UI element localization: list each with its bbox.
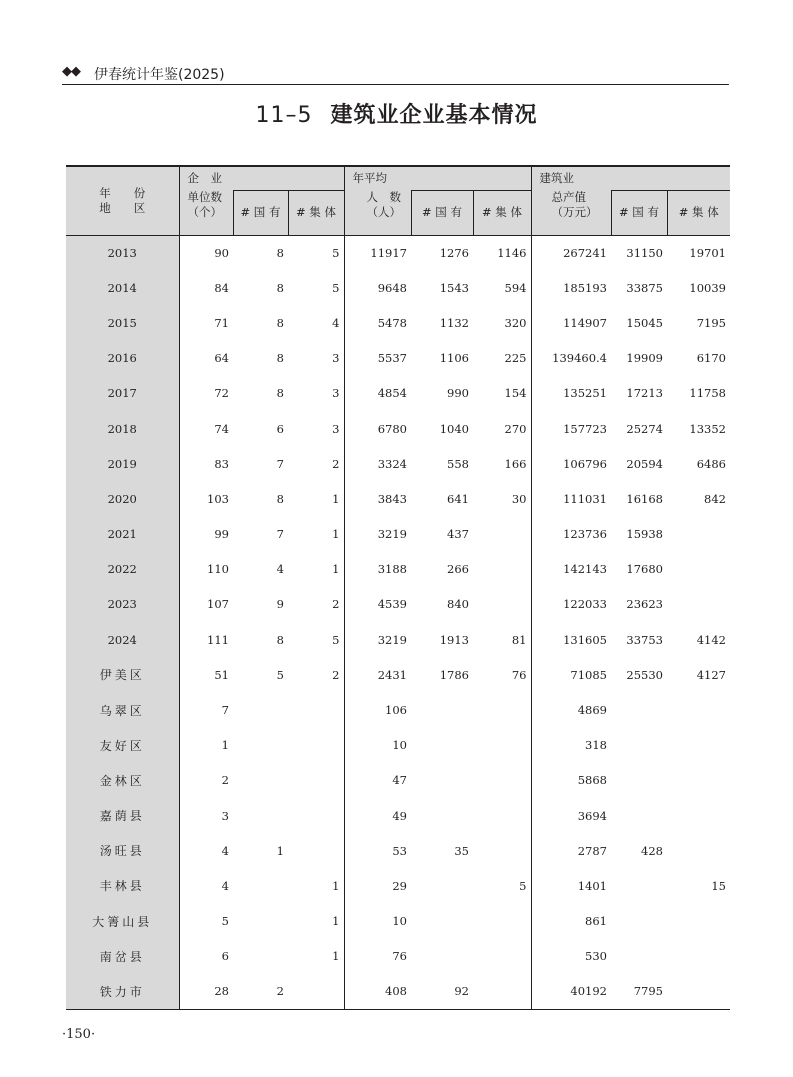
table-cell bbox=[473, 552, 531, 587]
table-cell: 10 bbox=[392, 914, 407, 929]
workers-header-unit: （人） bbox=[366, 205, 401, 219]
table-cell: 4869 bbox=[577, 703, 607, 718]
table-cell: 35 bbox=[454, 843, 469, 858]
table-cell: 320 bbox=[473, 305, 531, 340]
table-cell bbox=[411, 763, 473, 798]
row-label: 2018 bbox=[66, 411, 179, 446]
diamond-icon: ◆◆ bbox=[62, 64, 80, 79]
table-cell bbox=[667, 833, 730, 868]
table-row bbox=[66, 692, 730, 727]
construction-enterprises-table bbox=[66, 165, 730, 1010]
table-cell bbox=[233, 692, 288, 727]
table-cell bbox=[411, 904, 473, 939]
table-cell: 2 bbox=[288, 446, 344, 481]
table-cell: 11758 bbox=[689, 386, 726, 401]
table-cell: 114907 bbox=[563, 315, 607, 330]
table-cell bbox=[667, 728, 730, 763]
table-cell: 47 bbox=[392, 773, 407, 788]
output-group-header bbox=[611, 166, 730, 190]
table-cell bbox=[473, 798, 531, 833]
workers-collective-header: # 集 体 bbox=[473, 190, 531, 235]
table-cell: 76 bbox=[392, 949, 407, 964]
table-cell: 5 bbox=[288, 270, 344, 305]
table-cell: 8 bbox=[276, 351, 284, 366]
stub-header-region: 地 区 bbox=[99, 200, 146, 215]
table-cell: 166 bbox=[473, 446, 531, 481]
row-label: 汤旺县 bbox=[66, 833, 179, 868]
table-cell: 270 bbox=[473, 411, 531, 446]
table-cell bbox=[411, 728, 473, 763]
table-cell: 7 bbox=[276, 527, 284, 542]
table-cell: 1 bbox=[288, 481, 344, 516]
table-cell bbox=[288, 763, 344, 798]
workers-header-line1: 年平均 bbox=[344, 166, 411, 190]
table-row bbox=[66, 517, 730, 552]
row-label: 2013 bbox=[66, 235, 179, 270]
table-row bbox=[66, 305, 730, 340]
table-cell: 2 bbox=[233, 974, 288, 1009]
table-cell: 10 bbox=[392, 738, 407, 753]
table-cell bbox=[288, 728, 344, 763]
stub-header bbox=[66, 166, 179, 235]
table-cell: 31150 bbox=[626, 245, 663, 260]
table-cell: 84 bbox=[214, 280, 229, 295]
enterprises-group-header bbox=[233, 166, 344, 190]
row-label: 2017 bbox=[66, 376, 179, 411]
table-cell: 106 bbox=[385, 703, 407, 718]
table-row bbox=[66, 552, 730, 587]
table-cell bbox=[667, 517, 730, 552]
table-cell: 1 bbox=[221, 738, 229, 753]
row-label: 友好区 bbox=[66, 728, 179, 763]
table-cell: 33753 bbox=[626, 632, 663, 647]
row-label: 2021 bbox=[66, 517, 179, 552]
table-cell: 594 bbox=[473, 270, 531, 305]
table-cell: 25274 bbox=[626, 421, 663, 436]
table-row bbox=[66, 481, 730, 516]
table-cell: 5 bbox=[288, 622, 344, 657]
table-cell: 64 bbox=[214, 351, 229, 366]
table-cell: 17213 bbox=[626, 386, 663, 401]
table-row bbox=[66, 868, 730, 903]
table-cell bbox=[667, 939, 730, 974]
table-number: 11–5 bbox=[255, 103, 313, 128]
table-cell: 842 bbox=[704, 491, 726, 506]
table-row bbox=[66, 235, 730, 270]
table-cell: 1543 bbox=[439, 280, 469, 295]
table-cell bbox=[411, 939, 473, 974]
table-title: 建筑业企业基本情况 bbox=[330, 103, 538, 128]
table-cell: 558 bbox=[447, 456, 469, 471]
row-label: 2024 bbox=[66, 622, 179, 657]
table-cell: 1276 bbox=[439, 245, 469, 260]
table-cell bbox=[667, 974, 730, 1009]
table-cell bbox=[667, 798, 730, 833]
table-cell: 107 bbox=[207, 597, 229, 612]
table-cell: 1146 bbox=[473, 235, 531, 270]
table-cell: 76 bbox=[473, 657, 531, 692]
table-row bbox=[66, 446, 730, 481]
table-cell: 7795 bbox=[611, 974, 667, 1009]
table-cell: 111 bbox=[207, 632, 229, 647]
table-row bbox=[66, 833, 730, 868]
table-cell: 5868 bbox=[577, 773, 607, 788]
table-cell: 15045 bbox=[626, 315, 663, 330]
table-cell: 1 bbox=[276, 843, 284, 858]
table-cell: 71085 bbox=[570, 667, 607, 682]
table-cell: 28 bbox=[179, 974, 233, 1009]
table-cell: 19701 bbox=[689, 245, 726, 260]
table-cell: 106796 bbox=[563, 456, 607, 471]
table-cell bbox=[611, 939, 667, 974]
table-cell: 7 bbox=[221, 703, 229, 718]
table-cell: 3 bbox=[288, 411, 344, 446]
table-row bbox=[66, 904, 730, 939]
table-cell bbox=[473, 517, 531, 552]
table-cell bbox=[473, 939, 531, 974]
row-label: 2014 bbox=[66, 270, 179, 305]
table-cell bbox=[288, 833, 344, 868]
table-cell: 1132 bbox=[439, 315, 469, 330]
table-cell: 131605 bbox=[563, 632, 607, 647]
workers-group-header bbox=[411, 166, 531, 190]
row-label: 大箐山县 bbox=[66, 904, 179, 939]
table-cell: 5 bbox=[221, 914, 229, 929]
output-header-line2: 总产值 bbox=[551, 190, 586, 204]
workers-state-owned-header: # 国 有 bbox=[411, 190, 473, 235]
table-cell: 8 bbox=[276, 315, 284, 330]
enterprises-state-owned-header: # 国 有 bbox=[233, 190, 288, 235]
enterprises-header-line2: 单位数 bbox=[187, 190, 222, 204]
table-row bbox=[66, 622, 730, 657]
table-row bbox=[66, 270, 730, 305]
table-body bbox=[66, 235, 730, 1009]
table-cell: 3219 bbox=[377, 632, 407, 647]
table-cell: 990 bbox=[447, 386, 469, 401]
table-cell bbox=[473, 587, 531, 622]
table-cell bbox=[233, 798, 288, 833]
workers-header-line2: 人 数 bbox=[366, 190, 401, 204]
output-collective-header: # 集 体 bbox=[667, 190, 730, 235]
running-header bbox=[62, 62, 729, 85]
table-cell: 92 bbox=[411, 974, 473, 1009]
table-cell: 81 bbox=[473, 622, 531, 657]
table-cell: 3324 bbox=[377, 456, 407, 471]
table-cell: 4142 bbox=[696, 632, 726, 647]
table-cell: 111031 bbox=[563, 491, 607, 506]
table-cell bbox=[667, 552, 730, 587]
row-label: 金林区 bbox=[66, 763, 179, 798]
table-cell: 33875 bbox=[626, 280, 663, 295]
row-label: 伊美区 bbox=[66, 657, 179, 692]
table-row bbox=[66, 728, 730, 763]
table-cell bbox=[411, 868, 473, 903]
table-cell: 13352 bbox=[689, 421, 726, 436]
output-header-line1: 建筑业 bbox=[531, 166, 611, 190]
table-cell: 3219 bbox=[377, 527, 407, 542]
table-row bbox=[66, 587, 730, 622]
running-title: 伊春统计年鉴(2025) bbox=[94, 67, 225, 83]
table-cell: 185193 bbox=[563, 280, 607, 295]
table-cell: 840 bbox=[447, 597, 469, 612]
table-cell: 5537 bbox=[377, 351, 407, 366]
table-cell: 4127 bbox=[696, 667, 726, 682]
table-row bbox=[66, 376, 730, 411]
table-cell bbox=[611, 763, 667, 798]
table-cell: 1 bbox=[288, 939, 344, 974]
table-cell bbox=[233, 939, 288, 974]
table-cell: 2 bbox=[221, 773, 229, 788]
table-cell: 83 bbox=[214, 456, 229, 471]
table-cell: 72 bbox=[214, 386, 229, 401]
table-cell: 4 bbox=[221, 843, 229, 858]
table-cell: 25530 bbox=[626, 667, 663, 682]
row-label: 2015 bbox=[66, 305, 179, 340]
table-row bbox=[66, 974, 730, 1009]
table-cell: 154 bbox=[473, 376, 531, 411]
table-cell: 2 bbox=[288, 657, 344, 692]
row-label: 2022 bbox=[66, 552, 179, 587]
enterprises-collective-header: # 集 体 bbox=[288, 190, 344, 235]
table-cell: 17680 bbox=[626, 562, 663, 577]
table-cell: 428 bbox=[641, 843, 663, 858]
table-cell: 8 bbox=[276, 632, 284, 647]
table-cell: 4 bbox=[288, 305, 344, 340]
row-label: 2023 bbox=[66, 587, 179, 622]
table-cell: 11917 bbox=[370, 245, 407, 260]
table-cell: 135251 bbox=[563, 386, 607, 401]
table-cell bbox=[611, 692, 667, 727]
enterprises-header bbox=[179, 190, 233, 235]
table-cell: 16168 bbox=[626, 491, 663, 506]
row-label: 2016 bbox=[66, 341, 179, 376]
table-cell bbox=[288, 974, 344, 1009]
table-cell: 861 bbox=[585, 914, 607, 929]
table-cell: 53 bbox=[392, 843, 407, 858]
table-cell: 30 bbox=[473, 481, 531, 516]
table-cell: 1 bbox=[288, 552, 344, 587]
table-cell: 29 bbox=[392, 878, 407, 893]
table-cell: 3694 bbox=[577, 808, 607, 823]
table-cell: 1106 bbox=[439, 351, 469, 366]
table-cell: 3843 bbox=[377, 491, 407, 506]
table-cell bbox=[667, 763, 730, 798]
table-cell: 9 bbox=[276, 597, 284, 612]
table-cell: 122033 bbox=[563, 597, 607, 612]
table-cell bbox=[611, 904, 667, 939]
table-cell: 110 bbox=[207, 562, 229, 577]
table-cell: 5 bbox=[276, 667, 284, 682]
table-cell: 8 bbox=[276, 245, 284, 260]
table-cell: 4539 bbox=[377, 597, 407, 612]
table-cell: 90 bbox=[214, 245, 229, 260]
table-cell: 225 bbox=[473, 341, 531, 376]
table-row bbox=[66, 411, 730, 446]
table-cell: 5 bbox=[473, 868, 531, 903]
table-cell: 6 bbox=[221, 949, 229, 964]
row-label: 铁力市 bbox=[66, 974, 179, 1009]
table-cell: 5 bbox=[288, 235, 344, 270]
row-label: 2019 bbox=[66, 446, 179, 481]
table-cell bbox=[233, 728, 288, 763]
table-row bbox=[66, 939, 730, 974]
table-cell bbox=[233, 868, 288, 903]
table-cell: 1913 bbox=[439, 632, 469, 647]
table-cell: 6170 bbox=[696, 351, 726, 366]
output-state-owned-header: # 国 有 bbox=[611, 190, 667, 235]
table-cell: 437 bbox=[447, 527, 469, 542]
table-cell bbox=[611, 798, 667, 833]
table-cell bbox=[473, 763, 531, 798]
row-label: 2020 bbox=[66, 481, 179, 516]
table-cell: 3 bbox=[288, 341, 344, 376]
table-cell bbox=[667, 692, 730, 727]
table-cell: 20594 bbox=[626, 456, 663, 471]
table-cell: 7 bbox=[276, 456, 284, 471]
table-cell: 1040 bbox=[439, 421, 469, 436]
table-cell: 4 bbox=[276, 562, 284, 577]
row-label: 丰林县 bbox=[66, 868, 179, 903]
table-cell: 7195 bbox=[696, 315, 726, 330]
table-cell: 15 bbox=[711, 878, 726, 893]
stub-header-year: 年 份 bbox=[99, 185, 146, 200]
table-cell: 6780 bbox=[377, 421, 407, 436]
table-cell bbox=[288, 798, 344, 833]
enterprises-header-line1: 企 业 bbox=[179, 166, 233, 190]
row-label: 南岔县 bbox=[66, 939, 179, 974]
table-cell: 3 bbox=[221, 808, 229, 823]
table-cell bbox=[233, 763, 288, 798]
table-cell: 8 bbox=[276, 386, 284, 401]
table-cell: 641 bbox=[447, 491, 469, 506]
table-cell bbox=[473, 728, 531, 763]
table-cell: 1 bbox=[288, 868, 344, 903]
table-cell: 530 bbox=[585, 949, 607, 964]
page-number: ·150· bbox=[62, 1027, 96, 1042]
table-cell: 2 bbox=[288, 587, 344, 622]
table-cell: 99 bbox=[214, 527, 229, 542]
table-row bbox=[66, 763, 730, 798]
table-cell: 2431 bbox=[377, 667, 407, 682]
table-cell: 1401 bbox=[577, 878, 607, 893]
table-cell: 19909 bbox=[626, 351, 663, 366]
table-cell: 266 bbox=[447, 562, 469, 577]
row-label: 乌翠区 bbox=[66, 692, 179, 727]
table-cell: 8 bbox=[276, 280, 284, 295]
table-cell bbox=[667, 587, 730, 622]
table-cell bbox=[233, 904, 288, 939]
table-cell: 9648 bbox=[377, 280, 407, 295]
table-cell bbox=[611, 868, 667, 903]
table-cell bbox=[288, 692, 344, 727]
table-cell: 1 bbox=[288, 904, 344, 939]
table-cell bbox=[611, 728, 667, 763]
table-cell: 5478 bbox=[377, 315, 407, 330]
table-cell bbox=[411, 798, 473, 833]
enterprises-header-unit: （个） bbox=[187, 205, 222, 219]
table-cell: 40192 bbox=[531, 974, 611, 1009]
table-row bbox=[66, 657, 730, 692]
table-cell: 123736 bbox=[563, 527, 607, 542]
table-cell bbox=[411, 692, 473, 727]
table-cell: 6 bbox=[276, 421, 284, 436]
table-cell: 318 bbox=[585, 738, 607, 753]
table-cell: 49 bbox=[392, 808, 407, 823]
table-cell: 74 bbox=[214, 421, 229, 436]
table-cell: 3188 bbox=[377, 562, 407, 577]
table-cell bbox=[473, 904, 531, 939]
table-cell: 103 bbox=[207, 491, 229, 506]
table-cell: 4854 bbox=[377, 386, 407, 401]
table-cell: 1786 bbox=[439, 667, 469, 682]
page-title bbox=[0, 98, 793, 129]
table-row bbox=[66, 341, 730, 376]
table-cell: 6486 bbox=[696, 456, 726, 471]
row-label: 嘉荫县 bbox=[66, 798, 179, 833]
table-cell: 71 bbox=[214, 315, 229, 330]
table-cell: 267241 bbox=[563, 245, 607, 260]
table-cell: 139460.4 bbox=[552, 351, 607, 366]
table-cell bbox=[667, 904, 730, 939]
table-cell bbox=[473, 974, 531, 1009]
table-cell: 142143 bbox=[563, 562, 607, 577]
table-cell: 1 bbox=[288, 517, 344, 552]
output-header-unit: （万元） bbox=[551, 205, 598, 219]
table-cell: 2787 bbox=[577, 843, 607, 858]
table-cell bbox=[473, 692, 531, 727]
table-cell: 8 bbox=[276, 491, 284, 506]
table-cell: 15938 bbox=[626, 527, 663, 542]
table-cell: 10039 bbox=[689, 280, 726, 295]
table-cell: 3 bbox=[288, 376, 344, 411]
table-cell: 408 bbox=[344, 974, 411, 1009]
table-cell: 157723 bbox=[563, 421, 607, 436]
table-cell: 51 bbox=[214, 667, 229, 682]
table-cell: 4 bbox=[221, 878, 229, 893]
output-header bbox=[531, 190, 611, 235]
table-row bbox=[66, 798, 730, 833]
table-cell bbox=[473, 833, 531, 868]
table-cell: 23623 bbox=[626, 597, 663, 612]
workers-header bbox=[344, 190, 411, 235]
